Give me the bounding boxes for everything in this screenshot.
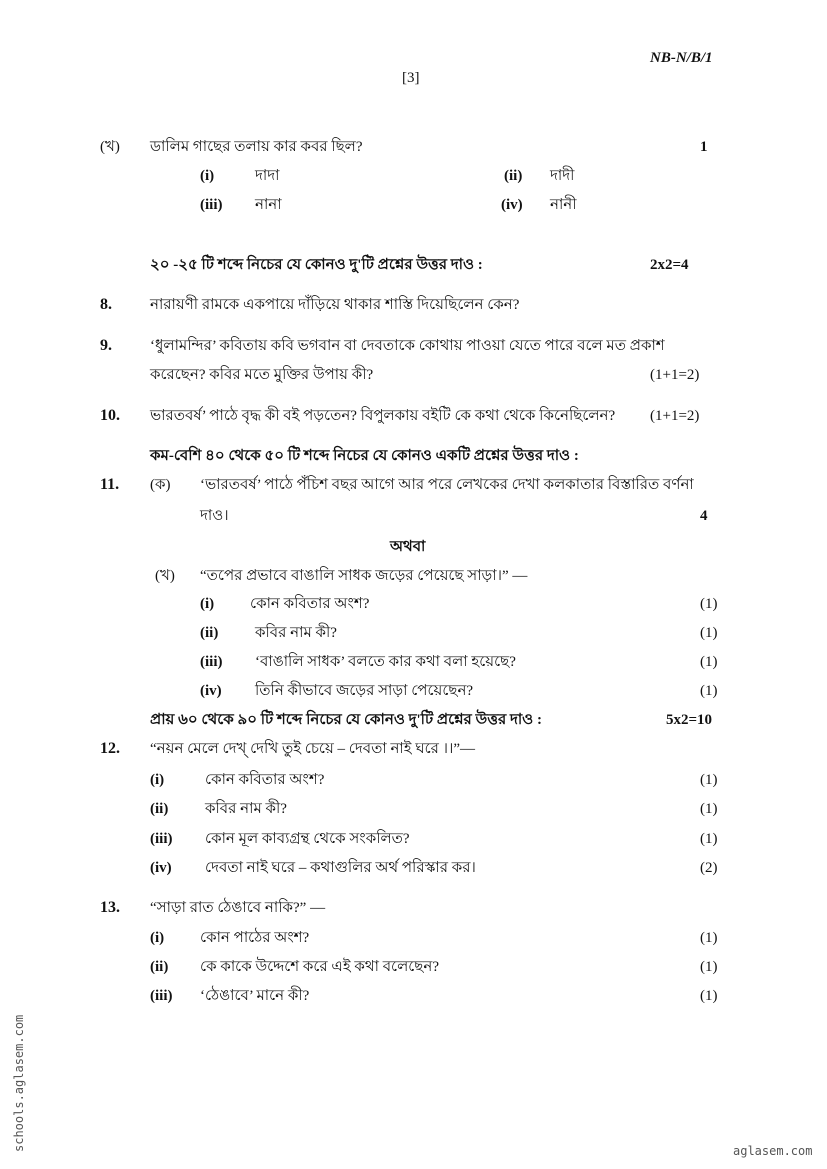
sub-text: কবির নাম কী?	[255, 625, 337, 641]
option-num: (iii)	[200, 197, 223, 213]
marks: (1)	[700, 831, 718, 847]
bottom-watermark: aglasem.com	[733, 1144, 813, 1158]
question-number: 11.	[100, 476, 120, 493]
question-number: 12.	[100, 740, 120, 757]
question-number: 9.	[100, 337, 112, 354]
option-text: দাদী	[550, 168, 575, 184]
marks: (1)	[700, 930, 718, 946]
marks: (1)	[700, 625, 718, 641]
question-text: নারায়ণী রামকে একপায়ে দাঁড়িয়ে থাকার শাস্তি দিয়েছিলেন কেন?	[150, 297, 520, 313]
marks: (1)	[700, 988, 718, 1004]
marks: 1	[700, 139, 708, 155]
or-label: অথবা	[390, 539, 426, 555]
option-num: (ii)	[504, 168, 523, 184]
side-watermark: schools.aglasem.com	[12, 1014, 26, 1152]
marks: (1)	[700, 683, 718, 699]
question-number: 13.	[100, 899, 120, 916]
question-text: ‘ধুলামন্দির’ কবিতায় কবি ভগবান বা দেবতাকে কোথায় পাওয়া যেতে পারে বলে মত প্রকাশ	[150, 338, 665, 354]
question-text: ডালিম গাছের তলায় কার কবর ছিল?	[150, 139, 363, 155]
marks: 4	[700, 508, 708, 524]
sub-text: কোন কবিতার অংশ?	[250, 596, 370, 612]
question-label: (ক)	[150, 477, 171, 493]
question-text: করেছেন? কবির মতে মুক্তির উপায় কী?	[150, 367, 374, 383]
marks: (2)	[700, 860, 718, 876]
sub-text: ‘ঠেঙাবে’ মানে কী?	[200, 988, 310, 1004]
question-number: 10.	[100, 407, 120, 424]
sub-num: (i)	[150, 772, 165, 788]
sub-text: কবির নাম কী?	[205, 801, 287, 817]
sub-text: দেবতা নাই ঘরে – কথাগুলির অর্থ পরিস্কার কর।	[205, 860, 476, 876]
question-text: ভারতবর্ষ’ পাঠে বৃদ্ধ কী বই পড়তেন? বিপুলকায় বইটি কে কথা থেকে কিনেছিলেন?	[150, 408, 616, 424]
question-text: দাও।	[200, 508, 229, 524]
question-label: (খ)	[155, 568, 175, 584]
sub-num: (iii)	[150, 988, 173, 1004]
paper-code: NB-N/B/1	[650, 50, 713, 66]
page-number: [3]	[402, 70, 420, 86]
question-quote: “নয়ন মেলে দেখ্ দেখি তুই চেয়ে – দেবতা নাই ঘরে ।।”—	[150, 741, 475, 757]
question-quote: “তপের প্রভাবে বাঙালি সাধক জড়ের পেয়েছে সাড়া।” —	[200, 568, 528, 584]
sub-num: (iii)	[200, 654, 223, 670]
sub-text: কোন মূল কাব্যগ্রন্থ থেকে সংকলিত?	[205, 831, 410, 847]
section-marks: 2x2=4	[650, 257, 689, 273]
sub-num: (i)	[200, 596, 215, 612]
marks: (1+1=2)	[650, 367, 700, 383]
section-heading: ২০ -২৫ টি শব্দে নিচের যে কোনও দু'টি প্রশ্নের উত্তর দাও :	[150, 257, 483, 273]
question-quote: “সাড়া রাত ঠেঙাবে নাকি?” —	[150, 900, 326, 916]
sub-num: (iii)	[150, 831, 173, 847]
sub-text: ‘বাঙালি সাধক’ বলতে কার কথা বলা হয়েছে?	[255, 654, 516, 670]
option-text: নানা	[255, 197, 282, 213]
section-heading: কম-বেশি ৪০ থেকে ৫০ টি শব্দে নিচের যে কোনও একটি প্রশ্নের উত্তর দাও :	[150, 448, 579, 464]
option-num: (i)	[200, 168, 215, 184]
marks: (1+1=2)	[650, 408, 700, 424]
option-num: (iv)	[501, 197, 523, 213]
sub-text: কে কাকে উদ্দেশে করে এই কথা বলেছেন?	[200, 959, 439, 975]
section-heading: প্রায় ৬০ থেকে ৯০ টি শব্দে নিচের যে কোনও দু'টি প্রশ্নের উত্তর দাও :	[150, 712, 542, 728]
question-number: 8.	[100, 296, 112, 313]
sub-num: (ii)	[150, 959, 169, 975]
question-text: ‘ভারতবর্ষ’ পাঠে পঁচিশ বছর আগে আর পরে লেখকের দেখা কলকাতার বিস্তারিত বর্ণনা	[200, 477, 694, 493]
sub-text: কোন কবিতার অংশ?	[205, 772, 325, 788]
sub-text: কোন পাঠের অংশ?	[200, 930, 310, 946]
marks: (1)	[700, 772, 718, 788]
sub-num: (iv)	[200, 683, 222, 699]
sub-num: (iv)	[150, 860, 172, 876]
sub-num: (ii)	[200, 625, 219, 641]
sub-num: (ii)	[150, 801, 169, 817]
marks: (1)	[700, 959, 718, 975]
question-label: (খ)	[100, 139, 120, 155]
marks: (1)	[700, 654, 718, 670]
section-marks: 5x2=10	[666, 712, 713, 728]
option-text: নানী	[550, 197, 577, 213]
sub-num: (i)	[150, 930, 165, 946]
option-text: দাদা	[255, 168, 280, 184]
sub-text: তিনি কীভাবে জড়ের সাড়া পেয়েছেন?	[255, 683, 474, 699]
marks: (1)	[700, 596, 718, 612]
marks: (1)	[700, 801, 718, 817]
